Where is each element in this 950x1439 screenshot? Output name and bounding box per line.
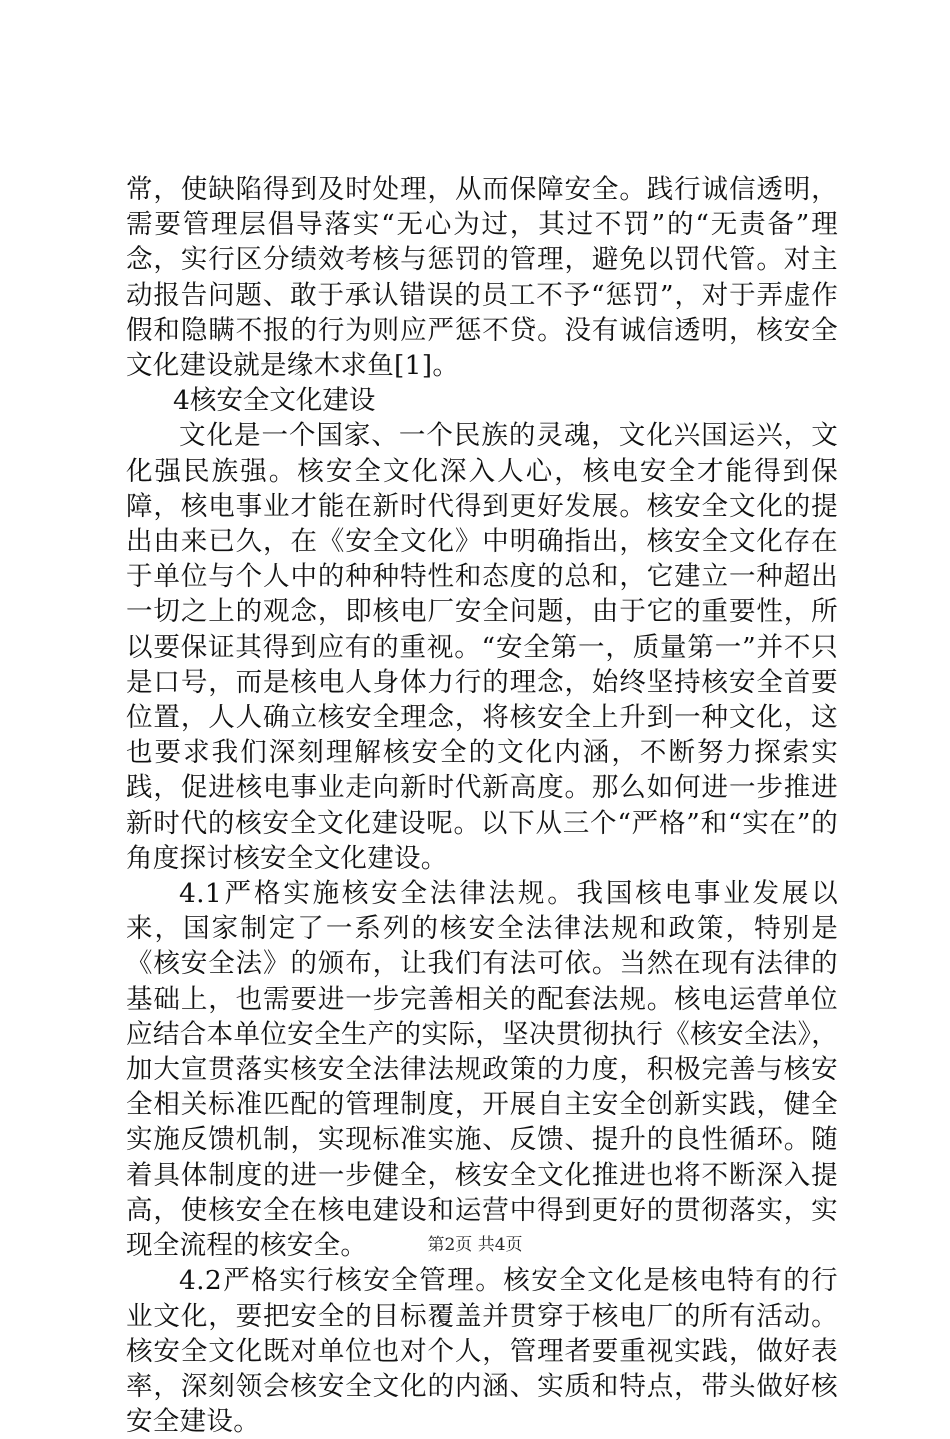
paragraph-culture-intro: 文化是一个国家、一个民族的灵魂，文化兴国运兴，文化强民族强。核安全文化深入人心，核电安全才能得到保障，核电事业才能在新时代得到更好发展。核安全文化的提出由来已久，在《安全文化》中明确指出，核安全文化存在于单位与个人中的种种特性和态度的总和，它建立一种超出一切之上的观念，即核电厂安全问题，由于它的重要性，所以要保证其得到应有的重视。“安全第一，质量第一”并不只是口号，而是核电人身体力行的理念，始终坚持核安全首要位置，人人确立核安全理念，将核安全上升到一种文化，这也要求我们深刻理解核安全的文化内涵，不断努力探索实践，促进核电事业走向新时代新高度。那么如何进一步推进新时代的核安全文化建设呢。以下从三个“严格”和“实在”的角度探讨核安全文化建设。	[126, 420, 838, 874]
paragraph-continuation: 常，使缺陷得到及时处理，从而保障安全。践行诚信透明，需要管理层倡导落实“无心为过，其过不罚”的“无责备”理念，实行区分绩效考核与惩罚的管理，避免以罚代管。对主动报告问题、敢于承认错误的员工不予“惩罚”，对于弄虚作假和隐瞒不报的行为则应严惩不贷。没有诚信透明，核安全文化建设就是缘木求鱼[1]。	[126, 174, 838, 382]
section-heading: 4核安全文化建设	[173, 385, 376, 417]
paragraph-section-4-2: 4.2严格实行核安全管理。核安全文化是核电特有的行业文化，要把安全的目标覆盖并贯穿于核电厂的所有活动。核安全文化既对单位也对个人，管理者要重视实践，做好表率，深刻领会核安全文化的内涵、实质和特点，带头做好核安全建设。	[126, 1265, 838, 1438]
page-footer: 第2页 共4页	[427, 1235, 523, 1255]
paragraph-section-4-1: 4.1严格实施核安全法律法规。我国核电事业发展以来，国家制定了一系列的核安全法律法规和政策，特别是《核安全法》的颁布，让我们有法可依。当然在现有法律的基础上，也需要进一步完善相关的配套法规。核电运营单位应结合本单位安全生产的实际，坚决贯彻执行《核安全法》，加大宣贯落实核安全法律法规政策的力度，积极完善与核安全相关标准匹配的管理制度，开展自主安全创新实践，健全实施反馈机制，实现标准实施、反馈、提升的良性循环。随着具体制度的进一步健全，核安全文化推进也将不断深入提高，使核安全在核电建设和运营中得到更好的贯彻落实，实现全流程的核安全。	[126, 878, 838, 1262]
